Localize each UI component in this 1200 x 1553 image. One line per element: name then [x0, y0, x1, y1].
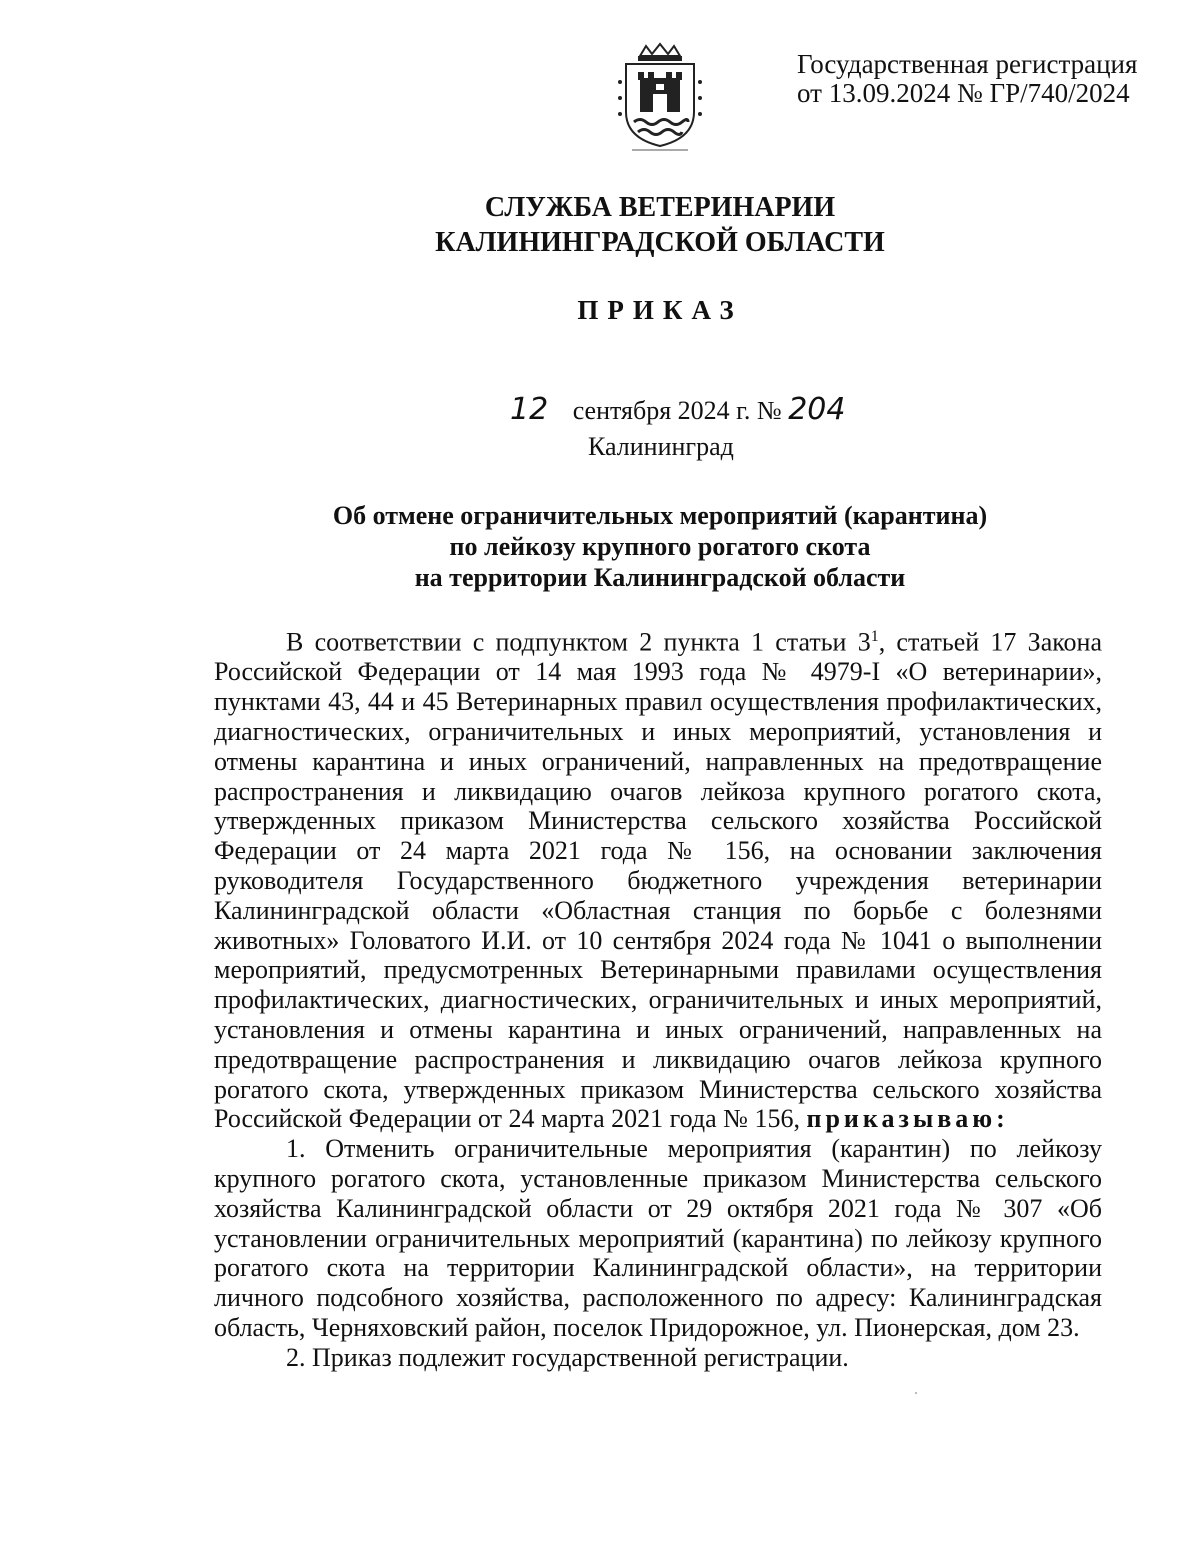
document-type-title: ПРИКАЗ: [577, 295, 743, 325]
registration-line-1: Государственная регистрация: [797, 49, 1138, 79]
preamble-superscript: 1: [870, 628, 879, 645]
handwritten-day: 12: [510, 392, 549, 427]
subject-line-2: по лейкозу крупного рогатого скота: [449, 532, 871, 561]
order-item-2: 2. Приказ подлежит государственной регистрации.: [286, 1342, 849, 1372]
organization-line-2: КАЛИНИНГРАДСКОЙ ОБЛАСТИ: [435, 227, 885, 258]
preamble-text-b: , статьей 17 Закона Российской Федерации от 14 мая 1993 года № 4979-I «О ветеринарии», пунктами 43, 44 и 45 Ветеринарных правил осуществления профилактических, диагностических, ограничительных и иных мероприятий, установления и отмены карантина и иных ограничений, направленных на предотвращение распространения и ликвидацию очагов лейкоза крупного рогатого скота, утвержденных приказом Министерства сельского хозяйства Российской Федерации от 24 марта 2021 года № 156, на основании заключения руководителя Государственного бюджетного учреждения ветеринарии Калининградской области «Областная станция по борьбе с болезнями животных» Головатого И.И. от 10 сентября 2024 года № 1041 о выполнении мероприятий, предусмотренных Ветеринарными правилами осуществления профилактических, диагностических, ограничительных и иных мероприятий, установления и отмены карантина и иных ограничений, направленных на предотвращение распространения и ликвидацию очагов лейкоза крупного рогатого скота, утвержденных приказом Министерства сельского хозяйства Российской Федерации от 24 марта 2021 года № 156,: [214, 627, 1102, 1134]
order-body: [214, 622, 1102, 1373]
organization-name: [0, 190, 1200, 260]
subject-line-3: на территории Калининградской области: [414, 563, 906, 592]
order-date-line: [510, 392, 845, 427]
registration-line-2: от 13.09.2024 № ГР/740/2024: [797, 78, 1130, 108]
order-word: приказываю:: [806, 1104, 1009, 1134]
preamble-paragraph: [214, 622, 1102, 1134]
preamble-text-a: В соответствии с подпунктом 2 пункта 1 статьи 3: [286, 627, 871, 657]
city-label: Калининград: [588, 432, 734, 461]
month-year-label: сентября 2024 г. №: [572, 396, 782, 425]
scan-speck: [915, 1392, 917, 1394]
organization-line-1: СЛУЖБА ВЕТЕРИНАРИИ: [484, 192, 836, 223]
order-subject: [200, 500, 1120, 593]
order-item-1: 1. Отменить ограничительные мероприятия (карантин) по лейкозу крупного рогатого скота, установленные приказом Министерства сельского хозяйства Калининградской области от 29 октября 2021 года № 307 «Об установлении ограничительных мероприятий (карантина) по лейкозу крупного рогатого скота на территории Калининградской области», на территории личного подсобного хозяйства, расположенного по адресу: Калининградская область, Черняховский район, поселок Придорожное, ул. Пионерская, дом 23.: [214, 1134, 1102, 1342]
coat-of-arms-emblem: [612, 42, 708, 154]
registration-stamp: [797, 50, 1157, 108]
handwritten-order-number: 204: [788, 392, 846, 427]
subject-line-1: Об отмене ограничительных мероприятий (карантина): [332, 501, 988, 530]
